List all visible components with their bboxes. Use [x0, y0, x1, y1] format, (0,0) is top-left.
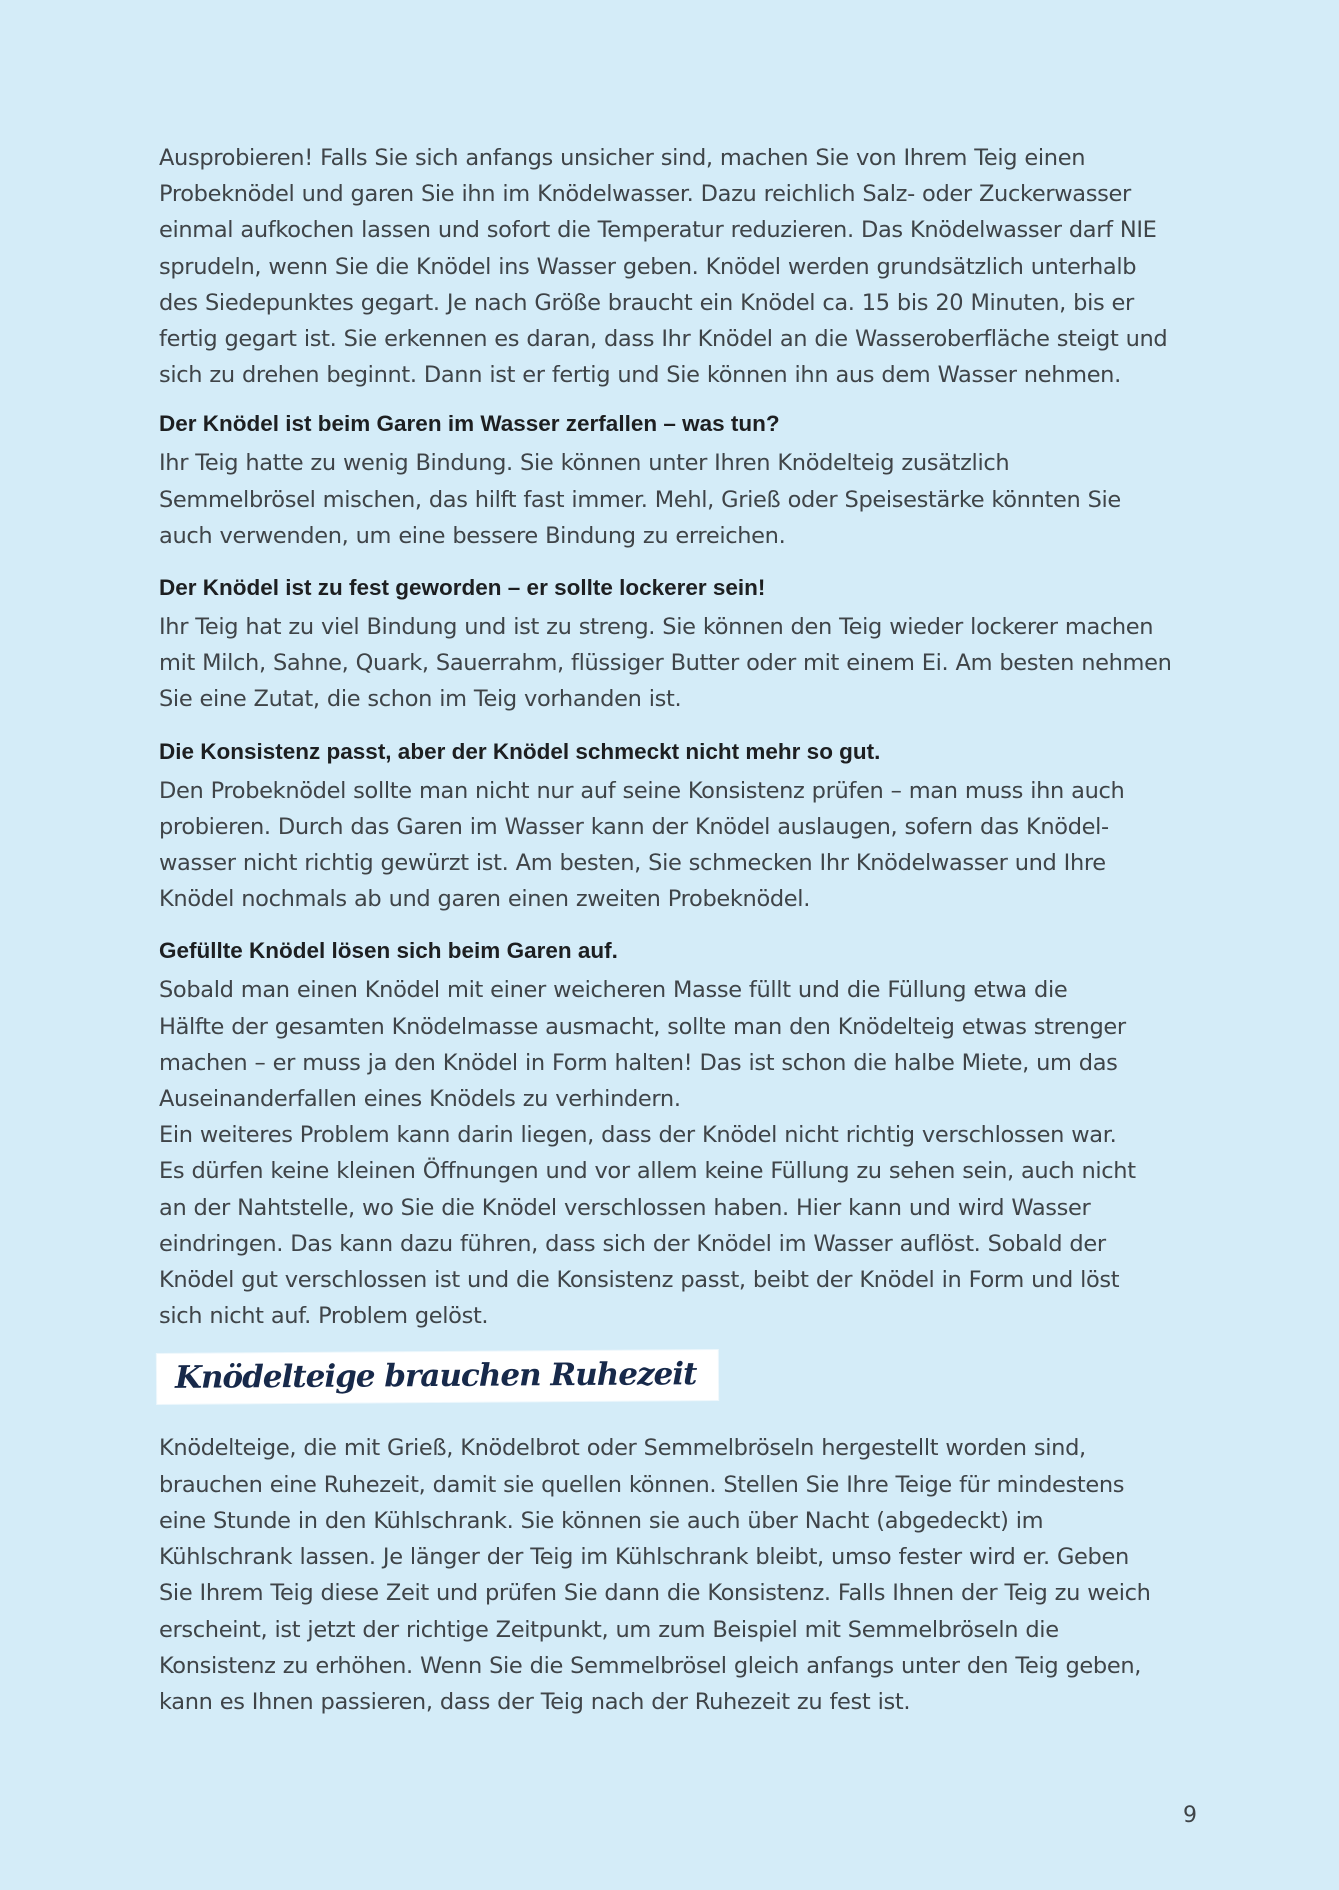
text-line: an der Nahtstelle, wo Sie die Knödel verschlossen haben. Hier kann und wird Wasser	[159, 1194, 1091, 1221]
text-line: Den Probeknödel sollte man nicht nur auf seine Konsistenz prüfen – man muss ihn auch	[159, 777, 1125, 804]
question-heading: Die Konsistenz passt, aber der Knödel schmeckt nicht mehr so gut.	[159, 738, 881, 764]
text-line: Knödel gut verschlossen ist und die Konsistenz passt, beibt der Knödel in Form und löst	[159, 1267, 1120, 1294]
text-line: Ein weiteres Problem kann darin liegen, dass der Knödel nicht richtig verschlossen war.	[159, 1122, 1117, 1149]
question-heading: Der Knödel ist beim Garen im Wasser zerfallen – was tun?	[159, 411, 780, 437]
text-line: Knödelteige, die mit Grieß, Knödelbrot oder Semmelbröseln hergestellt worden sind,	[159, 1435, 1086, 1462]
intro-paragraph	[159, 140, 1209, 393]
text-line: wasser nicht richtig gewürzt ist. Am besten, Sie schmecken Ihr Knödelwasser und Ihre	[159, 850, 1106, 877]
text-line: Ihr Teig hat zu viel Bindung und ist zu streng. Sie können den Teig wieder lockerer machen	[159, 614, 1154, 641]
text-line: des Siedepunktes gegart. Je nach Größe braucht ein Knödel ca. 15 bis 20 Minuten, bis er	[159, 289, 1134, 316]
banner-title: Knödelteige brauchen Ruhezeit	[174, 1356, 697, 1397]
text-line: Auseinanderfallen eines Knödels zu verhindern.	[159, 1086, 681, 1113]
text-line: Hälfte der gesamten Knödelmasse ausmacht, sollte man den Knödelteig etwas strenger	[159, 1013, 1126, 1040]
text-line: brauchen eine Ruhezeit, damit sie quellen können. Stellen Sie Ihre Teige für mindestens	[159, 1471, 1125, 1498]
text-line: mit Milch, Sahne, Quark, Sauerrahm, flüssiger Butter oder mit einem Ei. Am besten nehmen	[159, 650, 1172, 677]
text-line: Probeknödel und garen Sie ihn im Knödelwasser. Dazu reichlich Salz- oder Zuckerwasser	[159, 181, 1131, 208]
text-line: Sie eine Zutat, die schon im Teig vorhanden ist.	[159, 686, 682, 713]
page-content	[159, 140, 1209, 1720]
text-line: fertig gegart ist. Sie erkennen es daran, dass Ihr Knödel an die Wasseroberfläche steigt und	[159, 326, 1168, 353]
text-line: Sobald man einen Knödel mit einer weicheren Masse füllt und die Füllung etwa die	[159, 977, 1068, 1004]
rest-paragraph	[159, 1430, 1209, 1720]
answer-paragraph	[159, 609, 1209, 718]
text-line: erscheint, ist jetzt der richtige Zeitpunkt, um zum Beispiel mit Semmelbröseln die	[159, 1616, 1059, 1643]
text-line: Kühlschrank lassen. Je länger der Teig im Kühlschrank bleibt, umso fester wird er. Geben	[159, 1544, 1129, 1571]
text-line: sich nicht auf. Problem gelöst.	[159, 1303, 489, 1330]
answer-paragraph	[159, 445, 1209, 554]
text-line: kann es Ihnen passieren, dass der Teig nach der Ruhezeit zu fest ist.	[159, 1688, 911, 1715]
answer-paragraph	[159, 972, 1209, 1334]
text-line: Ausprobieren! Falls Sie sich anfangs unsicher sind, machen Sie von Ihrem Teig einen	[159, 145, 1086, 171]
text-line: Semmelbrösel mischen, das hilft fast immer. Mehl, Grieß oder Speisestärke könnten Sie	[159, 486, 1121, 513]
text-line: Ihr Teig hatte zu wenig Bindung. Sie können unter Ihren Knödelteig zusätzlich	[159, 450, 1010, 477]
question-heading: Der Knödel ist zu fest geworden – er sollte lockerer sein!	[159, 575, 766, 601]
text-line: sprudeln, wenn Sie die Knödel ins Wasser geben. Knödel werden grundsätzlich unterhalb	[159, 253, 1137, 280]
answer-paragraph	[159, 773, 1209, 918]
text-line: Konsistenz zu erhöhen. Wenn Sie die Semmelbrösel gleich anfangs unter den Teig geben,	[159, 1652, 1142, 1679]
text-line: eindringen. Das kann dazu führen, dass sich der Knödel im Wasser auflöst. Sobald der	[159, 1230, 1106, 1257]
section-banner	[159, 1352, 1209, 1402]
page-number: 9	[1183, 1803, 1197, 1828]
text-line: machen – er muss ja den Knödel in Form halten! Das ist schon die halbe Miete, um das	[159, 1049, 1118, 1076]
banner-box	[157, 1351, 719, 1405]
text-line: probieren. Durch das Garen im Wasser kann der Knödel auslaugen, sofern das Knödel-	[159, 813, 1109, 840]
question-heading: Gefüllte Knödel lösen sich beim Garen auf.	[159, 938, 618, 964]
text-line: eine Stunde in den Kühlschrank. Sie können sie auch über Nacht (abgedeckt) im	[159, 1507, 1044, 1534]
text-line: Knödel nochmals ab und garen einen zweiten Probeknödel.	[159, 886, 811, 913]
text-line: sich zu drehen beginnt. Dann ist er fertig und Sie können ihn aus dem Wasser nehmen.	[159, 362, 1121, 389]
text-line: auch verwenden, um eine bessere Bindung zu erreichen.	[159, 522, 786, 549]
text-line: einmal aufkochen lassen und sofort die Temperatur reduzieren. Das Knödelwasser darf NIE	[159, 217, 1157, 244]
text-line: Es dürfen keine kleinen Öffnungen und vor allem keine Füllung zu sehen sein, auch nicht	[159, 1158, 1136, 1185]
text-line: Sie Ihrem Teig diese Zeit und prüfen Sie dann die Konsistenz. Falls Ihnen der Teig zu weich	[159, 1580, 1151, 1607]
